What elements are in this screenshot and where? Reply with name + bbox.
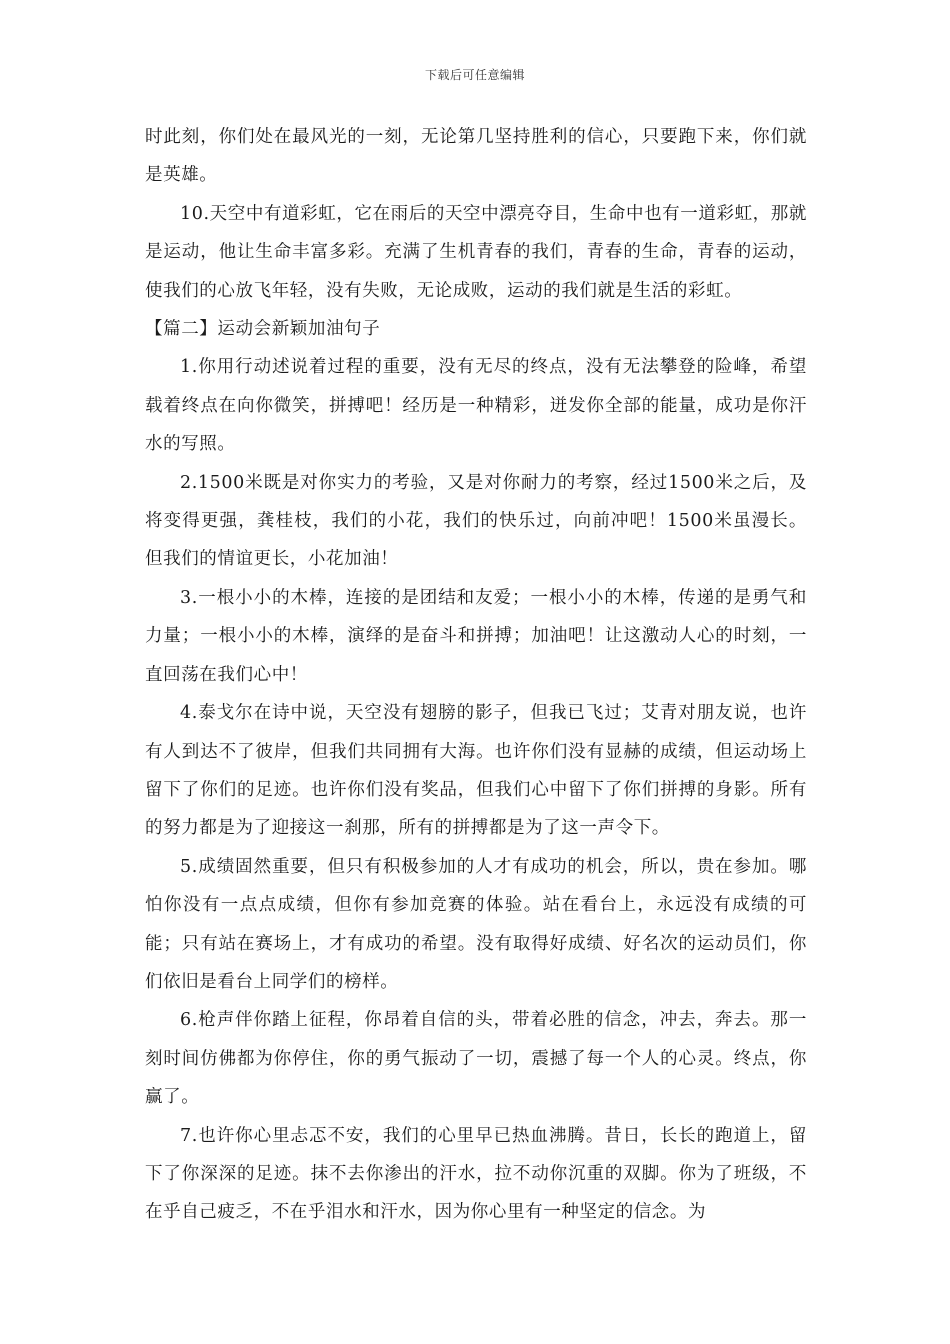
- paragraph-item-6: 6.枪声伴你踏上征程，你昂着自信的头，带着必胜的信念，冲去，奔去。那一刻时间仿佛都为你停住，你的勇气振动了一切，震撼了每一个人的心灵。终点，你赢了。: [145, 1010, 807, 1108]
- document-body: [145, 118, 807, 1232]
- paragraph-item-4: 4.泰戈尔在诗中说，天空没有翅膀的影子，但我已飞过；艾青对朋友说，也许有人到达不了彼岸，但我们共同拥有大海。也许你们没有显赫的成绩，但运动场上留下了你们的足迹。也许你们没有奖品，但我们心中留下了你们拼搏的身影。所有的努力都是为了迎接这一刹那，所有的拼搏都是为了这一声令下。: [145, 703, 807, 839]
- paragraph-item-10: 10.天空中有道彩虹，它在雨后的天空中漂亮夺目，生命中也有一道彩虹，那就是运动，他让生命丰富多彩。充满了生机青春的我们，青春的生命，青春的运动，使我们的心放飞年轻，没有失败，无论成败，运动的我们就是生活的彩虹。: [145, 203, 807, 301]
- paragraph-item-2: 2.1500米既是对你实力的考验，又是对你耐力的考察，经过1500米之后，及将变得更强，龚桂枝，我们的小花，我们的快乐过，向前冲吧！1500米虽漫长。但我们的情谊更长，小花加油！: [145, 472, 807, 570]
- paragraph-item-1: 1.你用行动述说着过程的重要，没有无尽的终点，没有无法攀登的险峰，希望载着终点在向你微笑，拼搏吧！经历是一种精彩，迸发你全部的能量，成功是你汗水的写照。: [145, 357, 807, 455]
- page-header: 下载后可任意编辑: [424, 68, 525, 82]
- paragraph-continuation: 时此刻，你们处在最风光的一刻，无论第几坚持胜利的信心，只要跑下来，你们就是英雄。: [145, 127, 807, 186]
- section-heading: 【篇二】运动会新颖加油句子: [145, 319, 381, 340]
- paragraph-item-5: 5.成绩固然重要，但只有积极参加的人才有成功的机会，所以，贵在参加。哪怕你没有一点点成绩，但你有参加竞赛的体验。站在看台上，永远没有成绩的可能；只有站在赛场上，才有成功的希望。没有取得好成绩、好名次的运动员们，你们依旧是看台上同学们的榜样。: [145, 856, 807, 992]
- paragraph-item-7: 7.也许你心里忐忑不安，我们的心里早已热血沸腾。昔日，长长的跑道上，留下了你深深的足迹。抹不去你渗出的汗水，拉不动你沉重的双脚。你为了班级，不在乎自己疲乏，不在乎泪水和汗水，因为你心里有一种坚定的信念。为: [145, 1125, 807, 1223]
- paragraph-item-3: 3.一根小小的木棒，连接的是团结和友爱；一根小小的木棒，传递的是勇气和力量；一根小小的木棒，演绎的是奋斗和拼搏；加油吧！让这激动人心的时刻，一直回荡在我们心中！: [145, 587, 807, 685]
